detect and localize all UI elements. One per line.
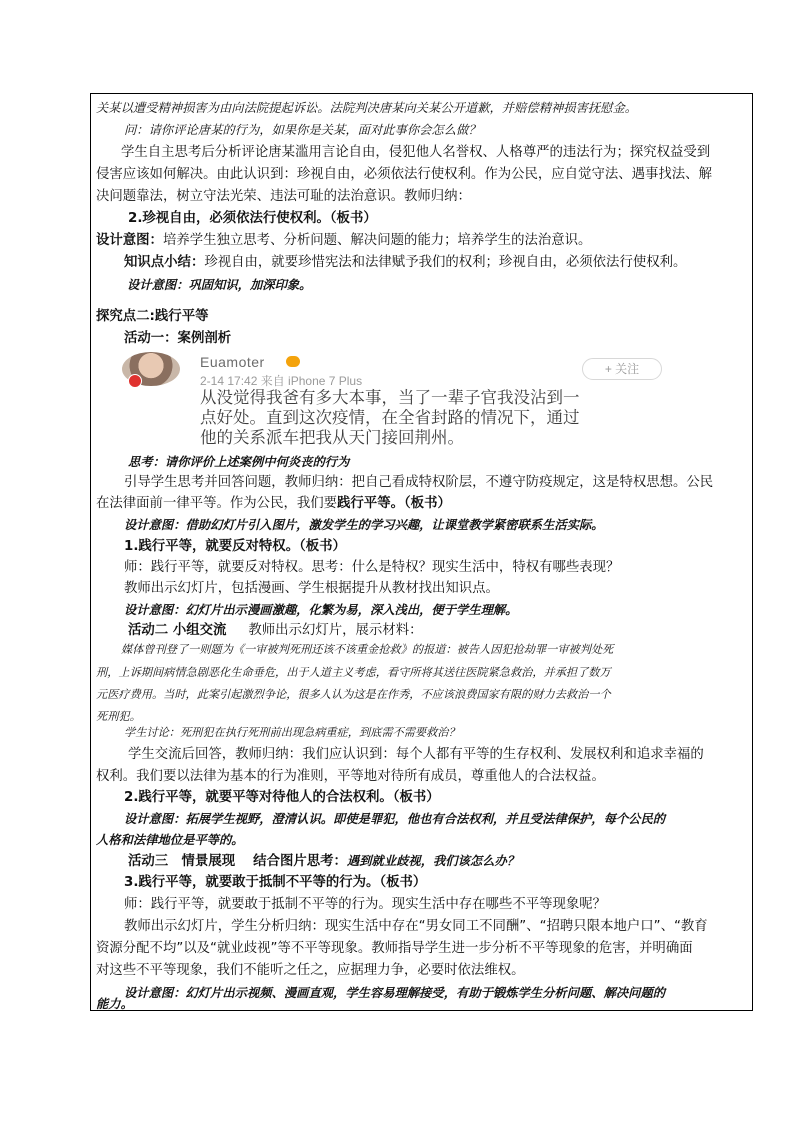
activity-title: 活动三 情景展现 结合图片思考： bbox=[128, 854, 347, 869]
design-intent: 设计意图：巩固知识，加深印象。 bbox=[127, 277, 312, 292]
text-span: 在法律面前一律平等。作为公民，我们要 bbox=[96, 496, 338, 511]
weibo-text-line: 从没觉得我爸有多大本事，当了一辈子官我没沾到一 bbox=[200, 388, 580, 407]
knowledge-summary bbox=[124, 254, 686, 272]
knowledge-summary-text: 珍视自由，就要珍惜宪法和法律赋予我们的权利；珍视自由，必须依法行使权利。 bbox=[204, 255, 687, 270]
text-line: 师：践行平等，就要反对特权。思考：什么是特权？现实生活中，特权有哪些表现？ bbox=[124, 560, 620, 575]
badge-icon bbox=[128, 374, 142, 388]
board-note: 2.践行平等，就要平等对待他人的合法权利。（板书） bbox=[124, 790, 440, 805]
board-note: 2.珍视自由，必须依法行使权利。（板书） bbox=[128, 211, 377, 226]
weibo-text-line: 他的关系派车把我从天门接回荆州。 bbox=[200, 428, 464, 447]
text-line: 引导学生思考并回答问题，教师归纳：把自己看成特权阶层，不遵守防疫规定，这是特权思想。公民 bbox=[124, 475, 714, 490]
text-line: 权利。我们要以法律为基本的行为准则，平等地对待所有成员，尊重他人的合法权益。 bbox=[96, 769, 605, 784]
question-line: 问：请你评论唐某的行为，如果你是关某，面对此事你会怎么做？ bbox=[124, 123, 481, 137]
activity-desc: 教师出示幻灯片，展示材料： bbox=[248, 623, 423, 638]
thinking-prompt: 思考：请你评价上述案例中何炎丧的行为 bbox=[128, 454, 350, 469]
activity-heading bbox=[128, 852, 519, 871]
vip-icon bbox=[286, 356, 300, 367]
activity-title: 活动二 小组交流 bbox=[128, 623, 227, 638]
text-line: 决问题靠法，树立守法光荣、违法可耻的法治意识。教师归纳： bbox=[96, 189, 471, 204]
text-line bbox=[96, 495, 451, 513]
board-note: 1.践行平等，就要反对特权。（板书） bbox=[124, 539, 346, 554]
weibo-username: Euamoter bbox=[200, 354, 265, 370]
knowledge-summary-label: 知识点小结： bbox=[124, 255, 205, 270]
material-line: 媒体曾刊登了一则题为《一审被判死刑还该不该重金抢救》的报道：被告人因犯抢劫罪一审被判处死 bbox=[121, 643, 614, 656]
design-intent-text: 培养学生独立思考、分析问题、解决问题的能力；培养学生的法治意识。 bbox=[162, 233, 592, 248]
design-intent: 设计意图：借助幻灯片引入图片，激发学生的学习兴趣，让课堂教学紧密联系生活实际。 bbox=[124, 517, 604, 532]
design-intent: 设计意图：拓展学生视野，澄清认识。即使是罪犯，他也有合法权利，并且受法律保护，每个公民的 bbox=[124, 811, 666, 826]
design-intent bbox=[96, 232, 591, 250]
material-line: 刑，上诉期间病情急剧恶化生命垂危，出于人道主义考虑，看守所将其送往医院紧急救治，并承担了数万 bbox=[96, 666, 611, 679]
weibo-text-line: 点好处。直到这次疫情，在全省封路的情况下，通过 bbox=[200, 408, 580, 427]
board-note: 3.践行平等，就要敢于抵制不平等的行为。（板书） bbox=[124, 875, 427, 890]
activity-heading: 活动一：案例剖析 bbox=[124, 331, 232, 346]
text-line: 侵害应该如何解决。由此认识到：珍视自由，必须依法行使权利。作为公民，应自觉守法、遇事找法、解 bbox=[96, 167, 712, 182]
design-intent-label: 设计意图： bbox=[96, 233, 163, 248]
text-line: 教师出示幻灯片，包括漫画、学生根据提升从教材找出知识点。 bbox=[124, 581, 499, 596]
text-line: 关某以遭受精神损害为由向法院提起诉讼。法院判决唐某向关某公开道歉，并赔偿精神损害抚慰金。 bbox=[96, 101, 638, 115]
text-line: 学生自主思考后分析评论唐某滥用言论自由，侵犯他人名誉权、人格尊严的违法行为；探究权益受到 bbox=[121, 145, 711, 160]
text-line: 对这些不平等现象，我们不能听之任之，应据理力争，必要时依法维权。 bbox=[96, 963, 525, 978]
weibo-post-image bbox=[120, 348, 670, 446]
discussion-line: 学生讨论：死刑犯在执行死刑前出现急病重症，到底需不需要救治？ bbox=[124, 726, 460, 739]
weibo-meta: 2-14 17:42 来自 iPhone 7 Plus bbox=[200, 374, 363, 388]
text-line: 教师出示幻灯片，学生分析归纳：现实生活中存在“男女同工不同酬”、“招聘只限本地户口”、“教育 bbox=[124, 919, 708, 934]
activity-question: 遇到就业歧视，我们该怎么办？ bbox=[346, 853, 520, 868]
material-line: 元医疗费用。当时，此案引起激烈争论，很多人认为这是在作秀，不应该浪费国家有限的财力去救治一个 bbox=[96, 688, 611, 701]
board-note: 践行平等。（板书） bbox=[337, 496, 451, 511]
design-intent: 人格和法律地位是平等的。 bbox=[96, 832, 244, 847]
material-line: 死刑犯。 bbox=[96, 710, 141, 723]
design-intent: 能力。 bbox=[96, 996, 133, 1011]
design-intent: 设计意图：幻灯片出示视频、漫画直观，学生容易理解接受，有助于锻炼学生分析问题、解决问题的 bbox=[124, 985, 666, 1000]
follow-button: + 关注 bbox=[582, 358, 662, 380]
text-line: 学生交流后回答，教师归纳：我们应认识到：每个人都有平等的生存权利、发展权利和追求幸福的 bbox=[128, 747, 704, 762]
section-heading: 探究点二:践行平等 bbox=[96, 309, 209, 324]
design-intent: 设计意图：幻灯片出示漫画激趣，化繁为易，深入浅出，便于学生理解。 bbox=[124, 602, 518, 617]
activity-heading bbox=[128, 622, 422, 640]
text-line: 师：践行平等，就要敢于抵制不平等的行为。现实生活中存在哪些不平等现象呢？ bbox=[124, 897, 607, 912]
text-line: 资源分配不均”以及“就业歧视”等不平等现象。教师指导学生进一步分析不平等现象的危害，并明确面 bbox=[96, 941, 693, 956]
